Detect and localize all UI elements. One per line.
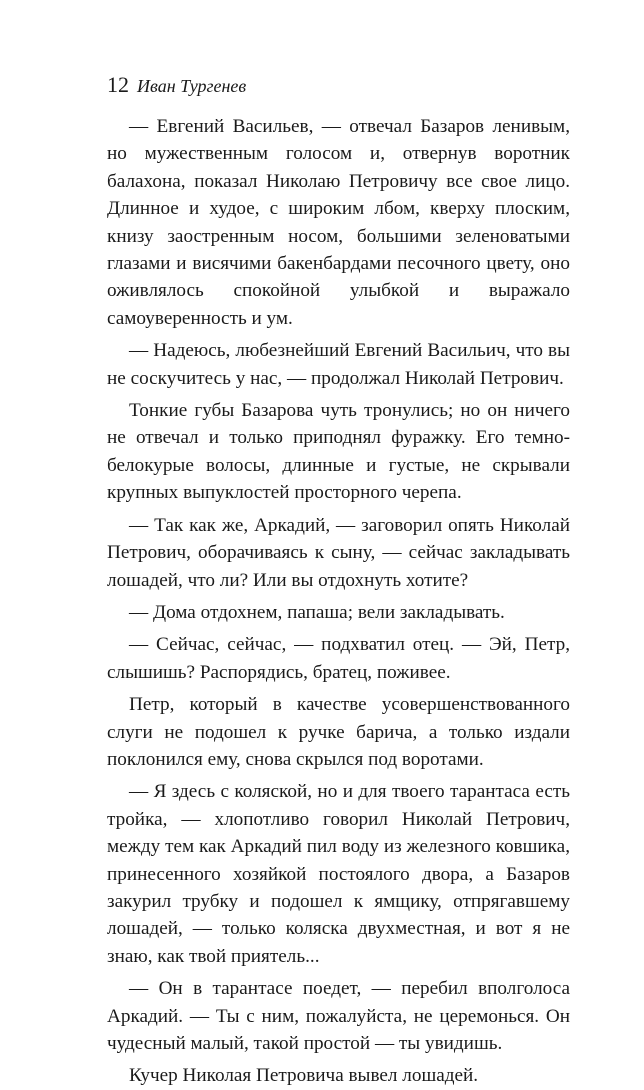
paragraph: — Дома отдохнем, папаша; вели закладывать. <box>129 601 505 623</box>
running-header-author: Иван Тургенев <box>137 76 247 96</box>
paragraph: — Сейчас, сейчас, — подхватил отец. — Эй, Петр, слышишь? Распорядись, братец, поживее. <box>107 634 570 683</box>
running-header <box>107 72 570 106</box>
paragraph: — Он в тарантасе поедет, — перебил вполголоса Аркадий. — Ты с ним, пожалуйста, не церемонься. Он чудесный малый, такой простой — ты увидишь. <box>107 978 570 1054</box>
paragraph: — Евгений Васильев, — отвечал Базаров ленивым, но мужественным голосом и, отвернув воротник балахона, показал Николаю Петровичу все свое лицо. Длинное и худое, с широким лбом, кверху плоским, книзу заостренным носом, большими зеленоватыми глазами и висячими бакенбардами песочного цвету, оно оживлялось спокойной улыбкой и выражало самоуверенность и ум. <box>107 116 570 329</box>
paragraph: — Так как же, Аркадий, — заговорил опять Николай Петрович, оборачиваясь к сыну, — сейчас закладывать лошадей, что ли? Или вы отдохнуть хотите? <box>107 514 570 591</box>
paragraph: — Я здесь с коляской, но и для твоего тарантаса есть тройка, — хлопотливо говорил Николай Петрович, между тем как Аркадий пил воду из железного ковшика, принесенного хозяйкой постоялого двора, а Базаров закурил трубку и подошел к ямщику, отпрягавшему лошадей, — только коляска двухместная, и вот я не знаю, как твой приятель... <box>107 781 570 967</box>
paragraph: — Надеюсь, любезнейший Евгений Васильич, что вы не соскучитесь у нас, — продолжал Николай Петрович. <box>107 340 570 389</box>
page-number: 12 <box>107 72 129 97</box>
body-text <box>107 113 570 1090</box>
paragraph: Кучер Николая Петровича вывел лошадей. <box>129 1065 479 1087</box>
paragraph: Петр, который в качестве усовершенствованного слуги не подошел к ручке барича, а только издали поклонился ему, снова скрылся под воротами. <box>107 694 570 770</box>
book-page <box>107 72 570 1090</box>
paragraph: Тонкие губы Базарова чуть тронулись; но он ничего не отвечал и только приподнял фуражку. Его темно-белокурые волосы, длинные и густые, не скрывали крупных выпуклостей просторного черепа. <box>107 400 570 504</box>
